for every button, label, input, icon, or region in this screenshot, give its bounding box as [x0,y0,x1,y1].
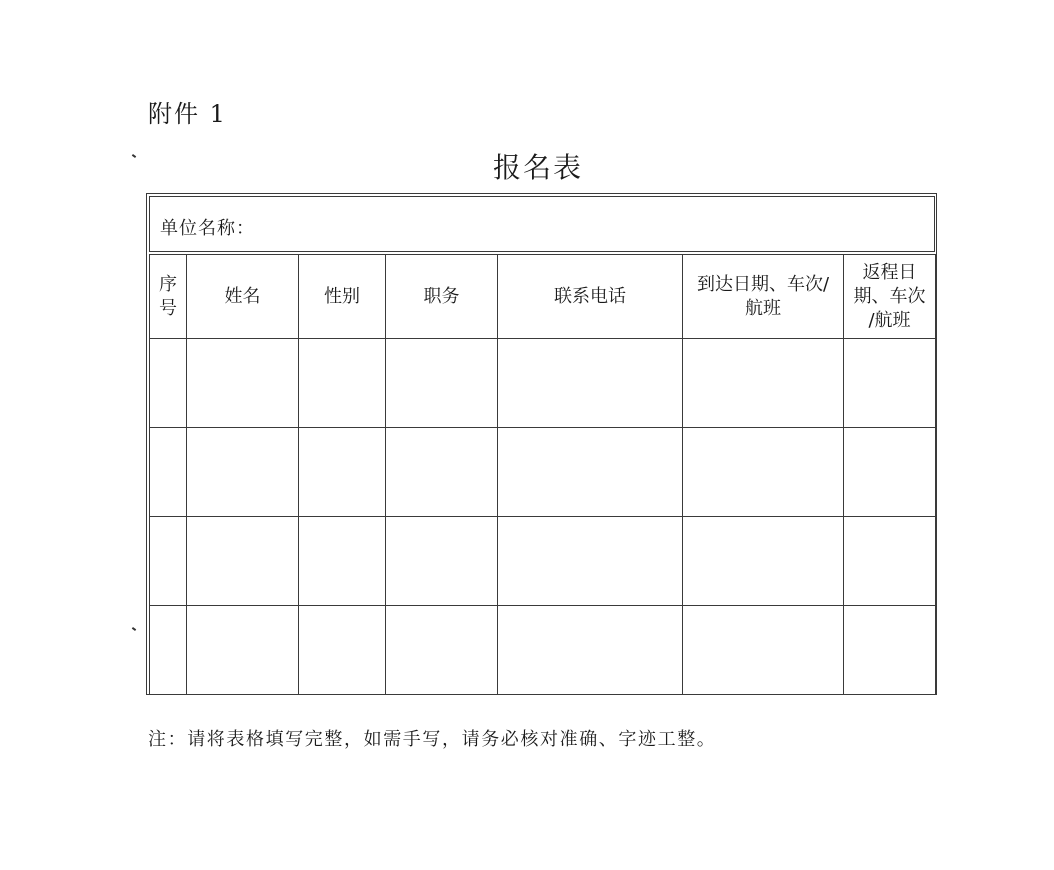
header-label-line: 期、车次 [853,285,926,307]
attachment-label: 附件 1 [148,100,227,128]
gender-cell[interactable] [299,428,386,517]
table-row [150,339,936,428]
seq-cell[interactable] [150,606,187,695]
header-label-line: 号 [159,297,177,319]
header-arrival [683,255,844,339]
position-cell[interactable] [386,517,498,606]
phone-cell[interactable] [498,428,683,517]
seq-cell[interactable] [150,428,187,517]
gender-cell[interactable] [299,606,386,695]
header-position [386,255,498,339]
position-cell[interactable] [386,339,498,428]
header-seq [150,255,187,339]
return-cell[interactable] [844,606,936,695]
return-cell[interactable] [844,339,936,428]
table-row [150,428,936,517]
name-cell[interactable] [187,339,299,428]
name-cell[interactable] [187,517,299,606]
seq-cell[interactable] [150,517,187,606]
header-phone [498,255,683,339]
name-cell[interactable] [187,606,299,695]
header-return [844,255,936,339]
arrival-cell[interactable] [683,517,844,606]
header-label-line: 姓名 [224,285,261,307]
header-label-line: 返程日 [862,261,917,283]
phone-cell[interactable] [498,339,683,428]
name-cell[interactable] [187,428,299,517]
return-cell[interactable] [844,428,936,517]
table-row [150,606,936,695]
phone-cell[interactable] [498,517,683,606]
arrival-cell[interactable] [683,606,844,695]
header-label-line: /航班 [868,309,911,331]
position-cell[interactable] [386,428,498,517]
unit-name-label: 单位名称： [160,218,255,239]
header-label-line: 性别 [324,285,360,307]
seq-cell[interactable] [150,339,187,428]
gender-cell[interactable] [299,339,386,428]
header-label-line: 职务 [423,285,460,307]
arrival-cell[interactable] [683,428,844,517]
position-cell[interactable] [386,606,498,695]
header-label-line: 序 [159,273,177,295]
header-label-line: 航班 [745,297,781,319]
header-name [187,255,299,339]
header-label-line: 联系电话 [554,285,626,307]
unit-name-field[interactable] [149,196,935,252]
scan-mark [132,627,136,631]
arrival-cell[interactable] [683,339,844,428]
footnote: 注：请将表格填写完整，如需手写，请务必核对准确、字迹工整。 [148,729,717,750]
registration-table [149,254,936,695]
return-cell[interactable] [844,517,936,606]
table-row [150,517,936,606]
form-title: 报名表 [492,151,583,184]
header-label-line: 到达日期、车次/ [696,273,830,295]
table-header-row [150,255,936,339]
phone-cell[interactable] [498,606,683,695]
gender-cell[interactable] [299,517,386,606]
header-gender [299,255,386,339]
